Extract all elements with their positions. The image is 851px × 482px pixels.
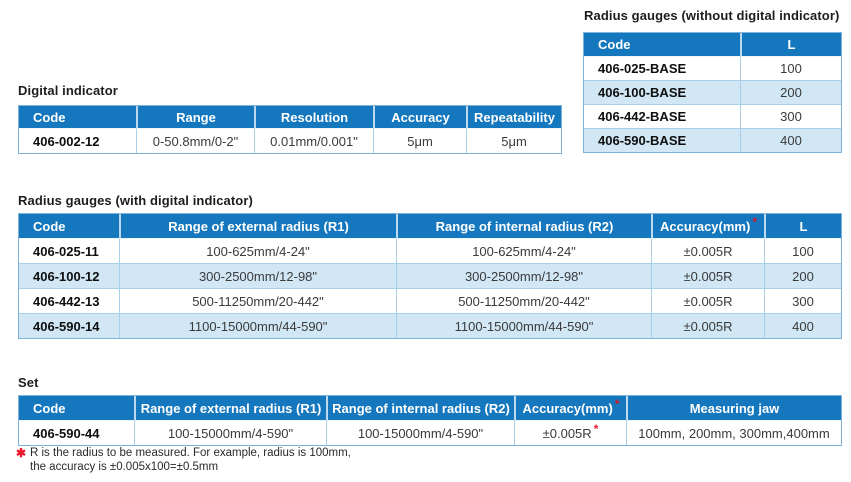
- col-header-l: L: [764, 214, 841, 239]
- col-header-repeatability: Repeatability: [466, 106, 561, 129]
- header-row: [19, 396, 841, 421]
- l-cell: 100: [764, 239, 841, 263]
- accuracy-label: Accuracy(mm): [660, 218, 751, 234]
- footnote-line1: R is the radius to be measured. For example, radius is 100mm,: [30, 447, 351, 459]
- internal-radius-cell: 100-15000mm/4-590": [326, 421, 514, 445]
- l-cell: 200: [764, 263, 841, 288]
- l-cell: 200: [740, 80, 841, 104]
- header-row: [19, 214, 841, 239]
- l-cell: 300: [740, 104, 841, 128]
- col-header-accuracy: Accuracy: [373, 106, 466, 129]
- without-indicator-title: Radius gauges (without digital indicator): [584, 8, 840, 23]
- resolution-cell: 0.01mm/0.001": [254, 129, 373, 153]
- asterisk-icon: *: [614, 396, 620, 411]
- col-header-code: Code: [19, 106, 136, 129]
- l-cell: 400: [764, 313, 841, 338]
- without-indicator-table: [583, 32, 842, 153]
- accuracy-cell: ±0.005R: [651, 263, 764, 288]
- table-row: [584, 57, 841, 80]
- header-row: [584, 33, 841, 57]
- col-header-internal-radius: Range of internal radius (R2): [326, 396, 514, 421]
- code-cell: 406-442-BASE: [584, 104, 740, 128]
- code-cell: 406-100-12: [19, 263, 119, 288]
- accuracy-cell: 5μm: [373, 129, 466, 153]
- col-header-accuracy: [651, 214, 764, 239]
- code-cell: 406-025-11: [19, 239, 119, 263]
- accuracy-cell: ±0.005R: [651, 288, 764, 313]
- external-radius-cell: 100-625mm/4-24": [119, 239, 396, 263]
- col-header-internal-radius: Range of internal radius (R2): [396, 214, 651, 239]
- footnote: [16, 446, 351, 474]
- col-header-code: Code: [19, 214, 119, 239]
- external-radius-cell: 300-2500mm/12-98": [119, 263, 396, 288]
- l-cell: 100: [740, 57, 841, 80]
- external-radius-cell: 500-11250mm/20-442": [119, 288, 396, 313]
- accuracy-cell: ±0.005R: [651, 313, 764, 338]
- internal-radius-cell: 100-625mm/4-24": [396, 239, 651, 263]
- col-header-l: L: [740, 33, 841, 57]
- accuracy-cell: ±0.005R: [651, 239, 764, 263]
- table-row: [19, 129, 561, 153]
- col-header-external-radius: Range of external radius (R1): [134, 396, 326, 421]
- code-cell: 406-442-13: [19, 288, 119, 313]
- table-row: [19, 421, 841, 445]
- col-header-range: Range: [136, 106, 254, 129]
- set-title: Set: [18, 375, 39, 390]
- code-cell: 406-025-BASE: [584, 57, 740, 80]
- table-row: [19, 288, 841, 313]
- digital-indicator-title: Digital indicator: [18, 83, 118, 98]
- external-radius-cell: 100-15000mm/4-590": [134, 421, 326, 445]
- internal-radius-cell: 300-2500mm/12-98": [396, 263, 651, 288]
- l-cell: 300: [764, 288, 841, 313]
- col-header-external-radius: Range of external radius (R1): [119, 214, 396, 239]
- asterisk-icon: *: [593, 421, 599, 436]
- table-row: [584, 80, 841, 104]
- footnote-line2: the accuracy is ±0.005x100=±0.5mm: [30, 461, 219, 473]
- table-row: [19, 263, 841, 288]
- with-indicator-title: Radius gauges (with digital indicator): [18, 193, 253, 208]
- footnote-asterisk-icon: ✱: [16, 446, 27, 460]
- with-indicator-table: [18, 213, 842, 339]
- table-row: [584, 104, 841, 128]
- repeatability-cell: 5μm: [466, 129, 561, 153]
- accuracy-cell: [514, 421, 626, 445]
- internal-radius-cell: 1100-15000mm/44-590": [396, 313, 651, 338]
- code-cell: 406-002-12: [19, 129, 136, 153]
- internal-radius-cell: 500-11250mm/20-442": [396, 288, 651, 313]
- col-header-measuring-jaw: Measuring jaw: [626, 396, 841, 421]
- external-radius-cell: 1100-15000mm/44-590": [119, 313, 396, 338]
- range-cell: 0-50.8mm/0-2": [136, 129, 254, 153]
- footnote-text: [30, 446, 351, 474]
- col-header-resolution: Resolution: [254, 106, 373, 129]
- digital-indicator-table: [18, 105, 562, 154]
- table-row: [19, 313, 841, 338]
- accuracy-label: Accuracy(mm): [522, 400, 613, 416]
- measuring-jaw-cell: 100mm, 200mm, 300mm,400mm: [626, 421, 841, 445]
- col-header-code: Code: [584, 33, 740, 57]
- accuracy-value: ±0.005R: [542, 425, 592, 441]
- table-row: [19, 239, 841, 263]
- set-table: [18, 395, 842, 446]
- asterisk-icon: *: [752, 214, 757, 229]
- code-cell: 406-100-BASE: [584, 80, 740, 104]
- code-cell: 406-590-BASE: [584, 128, 740, 152]
- code-cell: 406-590-14: [19, 313, 119, 338]
- header-row: [19, 106, 561, 129]
- col-header-code: Code: [19, 396, 134, 421]
- table-row: [584, 128, 841, 152]
- code-cell: 406-590-44: [19, 421, 134, 445]
- l-cell: 400: [740, 128, 841, 152]
- col-header-accuracy: [514, 396, 626, 421]
